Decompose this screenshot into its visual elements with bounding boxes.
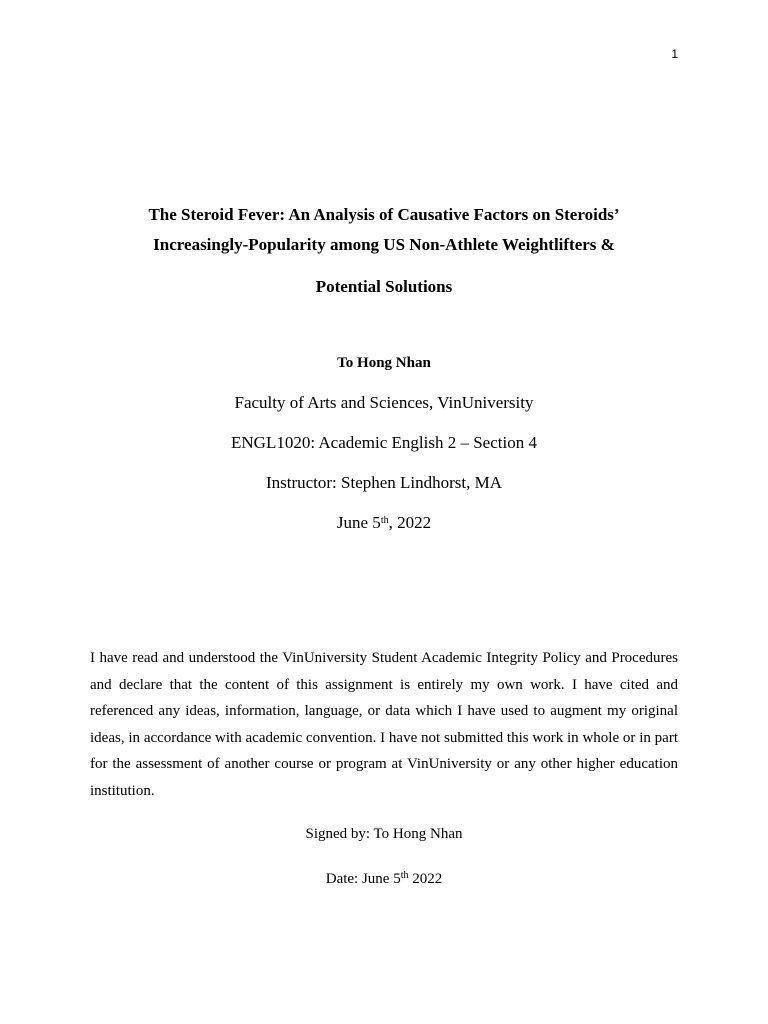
- academic-integrity-statement: I have read and understood the VinUniversity Student Academic Integrity Policy and Procedures and declare that the content of this assignment is entirely my own work. I have cited and referenced any ideas, information, language, or data which I have used to augment my original ideas, in accordance with academic convention. I have not submitted this work in whole or in part for the assessment of another course or program at VinUniversity or any other higher education institution.: [90, 650, 678, 799]
- submission-date-sup: th: [380, 515, 389, 526]
- signature-date: [60, 871, 708, 888]
- affiliation: Faculty of Arts and Sciences, VinUniversity: [234, 393, 534, 412]
- document-title: [60, 200, 708, 302]
- signed-by: Signed by: To Hong Nhan: [305, 826, 463, 842]
- title-line-2: Increasingly-Popularity among US Non-Athlete Weightlifters &: [153, 235, 615, 254]
- submission-date: [60, 513, 708, 533]
- title-line-1: The Steroid Fever: An Analysis of Causative Factors on Steroids’: [148, 205, 620, 224]
- submission-date-year: , 2022: [388, 513, 432, 532]
- signature-date-sup: th: [400, 870, 409, 881]
- signature-date-main: Date: June 5: [325, 871, 401, 887]
- signature-date-year: 2022: [408, 871, 443, 887]
- course-info: ENGL1020: Academic English 2 – Section 4: [231, 433, 537, 452]
- instructor: Instructor: Stephen Lindhorst, MA: [265, 473, 503, 492]
- title-line-3: Potential Solutions: [315, 277, 453, 296]
- submission-date-main: June 5: [336, 513, 381, 532]
- page-number: 1: [671, 47, 678, 61]
- author-name: To Hong Nhan: [337, 355, 431, 371]
